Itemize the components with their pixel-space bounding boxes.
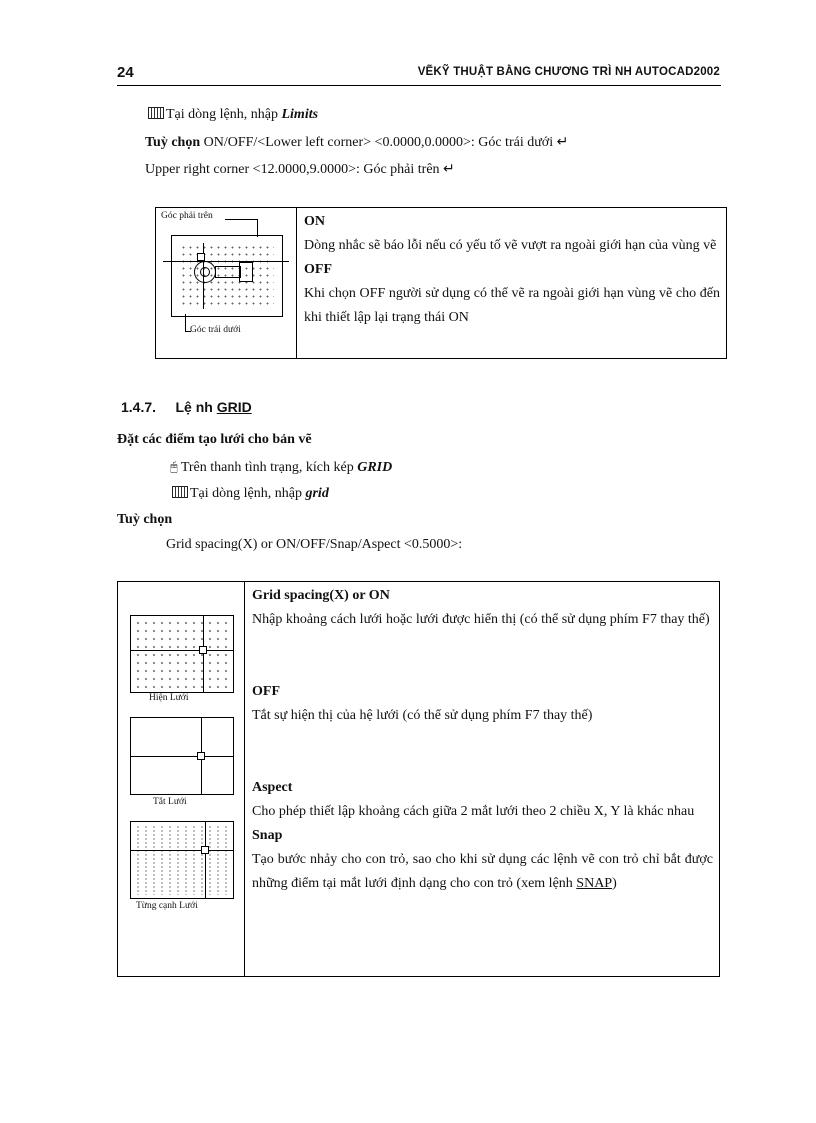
opt-off-description: Tắt sự hiện thị của hệ lưới (có thể sử dụng phím F7 thay thế) (252, 708, 593, 723)
off-title: OFF (304, 262, 332, 277)
limits-option-line: Tuỳ chọn ON/OFF/<Lower left corner> <0.0000,0.0000>: Góc trái dưới ↵ (145, 135, 569, 150)
lower-left-label: Góc trái dưới (190, 325, 241, 335)
cursor-pickbox (197, 253, 205, 261)
running-title: VẼKỸ THUẬT BẰNG CHƯƠNG TRÌ NH AUTOCAD2002 (417, 66, 720, 78)
header-rule (117, 85, 721, 86)
keyboard-icon (172, 486, 188, 498)
grid-status-line: 🖰 Trên thanh tình trạng, kích kép GRID (170, 460, 393, 475)
grid-off-caption: Tắt Lưới (153, 797, 187, 807)
grid-command-line: Tại dòng lệnh, nhập grid (172, 486, 329, 502)
grid-options-table (117, 581, 720, 977)
grid-aspect-figure (130, 821, 234, 899)
grid-off-figure (130, 717, 234, 795)
limits-upper-line: Upper right corner <12.0000,9.0000>: Góc phải trên ↵ (145, 162, 455, 177)
opt-aspect-title: Aspect (252, 780, 293, 795)
mouse-icon: 🖰 (170, 460, 178, 475)
upper-right-label: Góc phải trên (161, 211, 213, 221)
opt-snap-title: Snap (252, 828, 283, 843)
grid-aspect-caption: Từng cạnh Lưới (136, 901, 198, 911)
grid-option-label: Tuỳ chọn (117, 512, 173, 527)
limits-options-cell (297, 208, 727, 359)
grid-options-cell (245, 582, 720, 977)
keyboard-icon (148, 107, 164, 119)
page-number: 24 (117, 64, 134, 81)
opt-off-title: OFF (252, 684, 280, 699)
limits-command-line: Tại dòng lệnh, nhập Limits (148, 107, 318, 123)
grid-prompt: Grid spacing(X) or ON/OFF/Snap/Aspect <0.5000>: (166, 537, 463, 552)
opt-on-title: Grid spacing(X) or ON (252, 588, 390, 603)
grid-figures-cell (118, 582, 245, 977)
off-description: Khi chọn OFF người sử dụng có thể vẽ ra ngoài giới hạn vùng vẽ cho đến khi thiết lập lại trạng thái ON (304, 286, 720, 325)
opt-on-description: Nhập khoảng cách lưới hoặc lưới được hiển thị (có thể sử dụng phím F7 thay thế) (252, 612, 710, 627)
opt-snap-description: Tạo bước nhảy cho con trỏ, sao cho khi sử dụng các lệnh vẽ con trỏ chỉ bắt được những điểm tại mắt lưới định dạng cho con trỏ (xem lệnh SNAP) (252, 852, 713, 891)
limits-figure (157, 209, 295, 357)
grid-on-caption: Hiện Lưới (149, 693, 189, 703)
limits-table (155, 207, 727, 359)
section-subtitle: Đặt các điểm tạo lưới cho bản vẽ (117, 432, 312, 447)
section-heading: 1.4.7. Lệ nh GRID (121, 399, 252, 415)
grid-on-figure (130, 615, 234, 693)
on-description: Dòng nhắc sẽ báo lỗi nếu có yếu tố vẽ vượt ra ngoài giới hạn của vùng vẽ (304, 238, 717, 253)
limits-figure-cell (156, 208, 297, 359)
grid-figures (119, 583, 243, 975)
on-title: ON (304, 214, 325, 229)
snap-link[interactable]: SNAP (576, 876, 613, 891)
opt-aspect-description: Cho phép thiết lập khoảng cách giữa 2 mắt lưới theo 2 chiều X, Y là khác nhau (252, 804, 695, 819)
